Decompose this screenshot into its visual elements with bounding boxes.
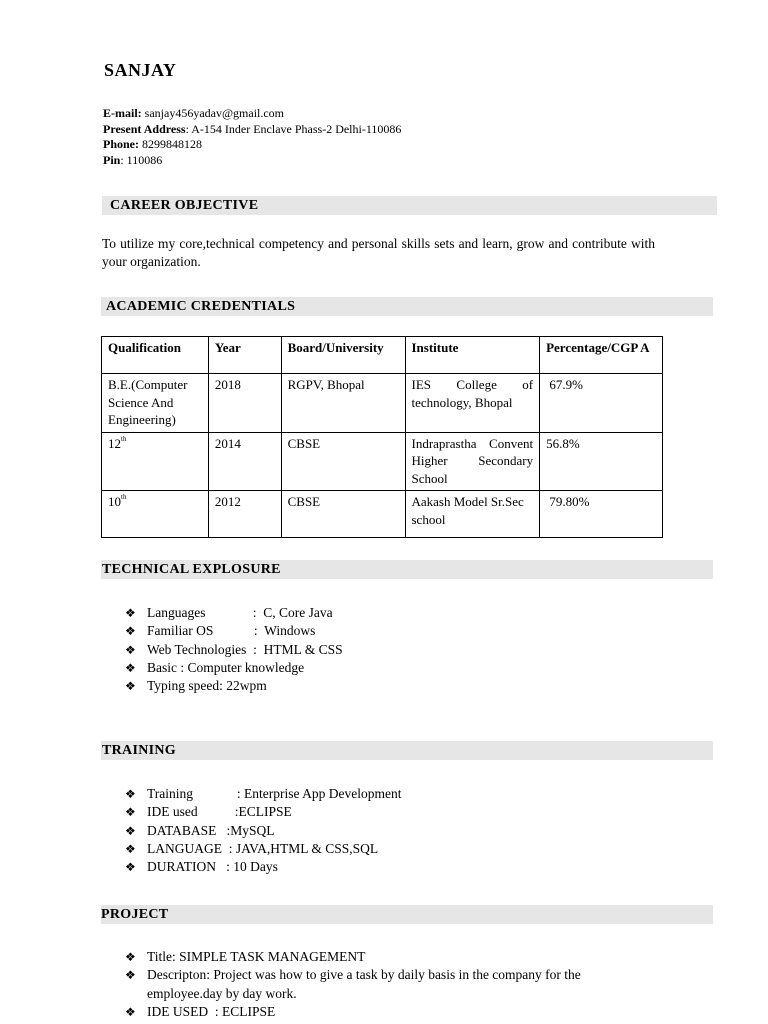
section-academic-credentials: ACADEMIC CREDENTIALS: [101, 297, 713, 316]
phone-row: [103, 137, 401, 153]
cell-institute: Indraprastha Convent Higher Secondary School: [405, 432, 540, 491]
email-row: [103, 106, 401, 122]
table-row: [102, 491, 663, 538]
email-label: E-mail:: [103, 106, 142, 120]
qualification-sup: th: [121, 493, 127, 501]
academic-table: [101, 336, 663, 538]
diamond-bullet-icon: ❖: [125, 841, 136, 856]
diamond-bullet-icon: ❖: [125, 642, 136, 657]
header-institute: Institute: [405, 337, 540, 374]
list-item: ❖ Descripton: Project was how to give a task by daily basis in the company for the employee.day by day work.: [125, 967, 581, 1001]
cell-percentage: 67.9%: [540, 374, 663, 433]
section-training: TRAINING: [101, 741, 713, 760]
list-item: ❖ Basic : Computer knowledge: [125, 659, 343, 677]
cell-board: RGPV, Bhopal: [281, 374, 405, 433]
list-item: ❖ Training : Enterprise App Development: [125, 785, 401, 803]
header-year: Year: [208, 337, 281, 374]
cell-year: 2012: [208, 491, 281, 538]
table-row: [102, 374, 663, 433]
project-list: [125, 948, 645, 1021]
header-qualification: Qualification: [102, 337, 209, 374]
list-item: ❖ IDE used :ECLIPSE: [125, 803, 401, 821]
diamond-bullet-icon: ❖: [125, 606, 136, 620]
table-header-row: [102, 337, 663, 374]
list-item: ❖ LANGUAGE : JAVA,HTML & CSS,SQL: [125, 840, 401, 858]
list-item: ❖ DATABASE :MySQL: [125, 822, 401, 840]
diamond-bullet-icon: ❖: [125, 787, 136, 801]
section-project: PROJECT: [101, 905, 713, 924]
section-career-objective: CAREER OBJECTIVE: [102, 196, 717, 215]
cell-board: CBSE: [281, 432, 405, 491]
contact-block: [103, 106, 401, 168]
cell-percentage: 79.80%: [540, 491, 663, 538]
pin-value: : 110086: [120, 152, 163, 167]
diamond-bullet-icon: ❖: [125, 968, 136, 983]
header-board: Board/University: [281, 337, 405, 374]
cell-qualification: [102, 491, 209, 538]
resume-name: SANJAY: [104, 60, 177, 80]
cell-year: 2014: [208, 432, 281, 491]
list-item: ❖ Familiar OS : Windows: [125, 622, 343, 640]
header-percentage: Percentage/CGP A: [540, 337, 663, 374]
diamond-bullet-icon: ❖: [125, 679, 136, 694]
cell-qualification: B.E.(Computer Science And Engineering): [102, 374, 209, 433]
address-row: [103, 122, 401, 138]
email-value: sanjay456yadav@gmail.com: [141, 106, 285, 120]
technical-list: [125, 604, 343, 695]
phone-value: 8299848128: [139, 137, 202, 151]
list-item: ❖ Languages : C, Core Java: [125, 604, 343, 622]
cell-percentage: 56.8%: [540, 432, 663, 491]
qualification-text: 12: [108, 435, 121, 451]
cell-year: 2018: [208, 374, 281, 433]
pin-label: Pin: [103, 152, 121, 167]
diamond-bullet-icon: ❖: [125, 660, 136, 675]
list-item: ❖ IDE USED : ECLIPSE: [125, 1003, 645, 1021]
qualification-sup: th: [121, 434, 127, 443]
cell-institute: Aakash Model Sr.Sec school: [405, 491, 540, 538]
training-list: [125, 785, 401, 876]
section-technical-explosure: TECHNICAL EXPLOSURE: [101, 560, 713, 579]
table-row: [102, 432, 663, 491]
address-label: Present Address: [103, 121, 186, 136]
address-value: : A-154 Inder Enclave Phass-2 Delhi-110086: [185, 121, 402, 136]
list-item: ❖ Web Technologies : HTML & CSS: [125, 641, 343, 659]
cell-qualification: [102, 432, 209, 491]
diamond-bullet-icon: ❖: [125, 624, 136, 639]
diamond-bullet-icon: ❖: [125, 805, 136, 820]
cell-board: CBSE: [281, 491, 405, 538]
list-item: ❖ Title: SIMPLE TASK MANAGEMENT: [125, 948, 645, 966]
diamond-bullet-icon: ❖: [125, 950, 136, 964]
list-item: ❖ Typing speed: 22wpm: [125, 677, 343, 695]
list-item: ❖ DURATION : 10 Days: [125, 858, 401, 876]
pin-row: [103, 153, 401, 169]
diamond-bullet-icon: ❖: [125, 860, 136, 875]
diamond-bullet-icon: ❖: [125, 1004, 136, 1019]
diamond-bullet-icon: ❖: [125, 823, 136, 838]
qualification-text: 10: [108, 494, 121, 509]
phone-label: Phone:: [103, 137, 139, 151]
career-objective-text: To utilize my core,technical competency and personal skills sets and learn, grow and contribute with your organization.: [102, 236, 655, 269]
cell-institute: IES College of technology, Bhopal: [405, 374, 540, 433]
